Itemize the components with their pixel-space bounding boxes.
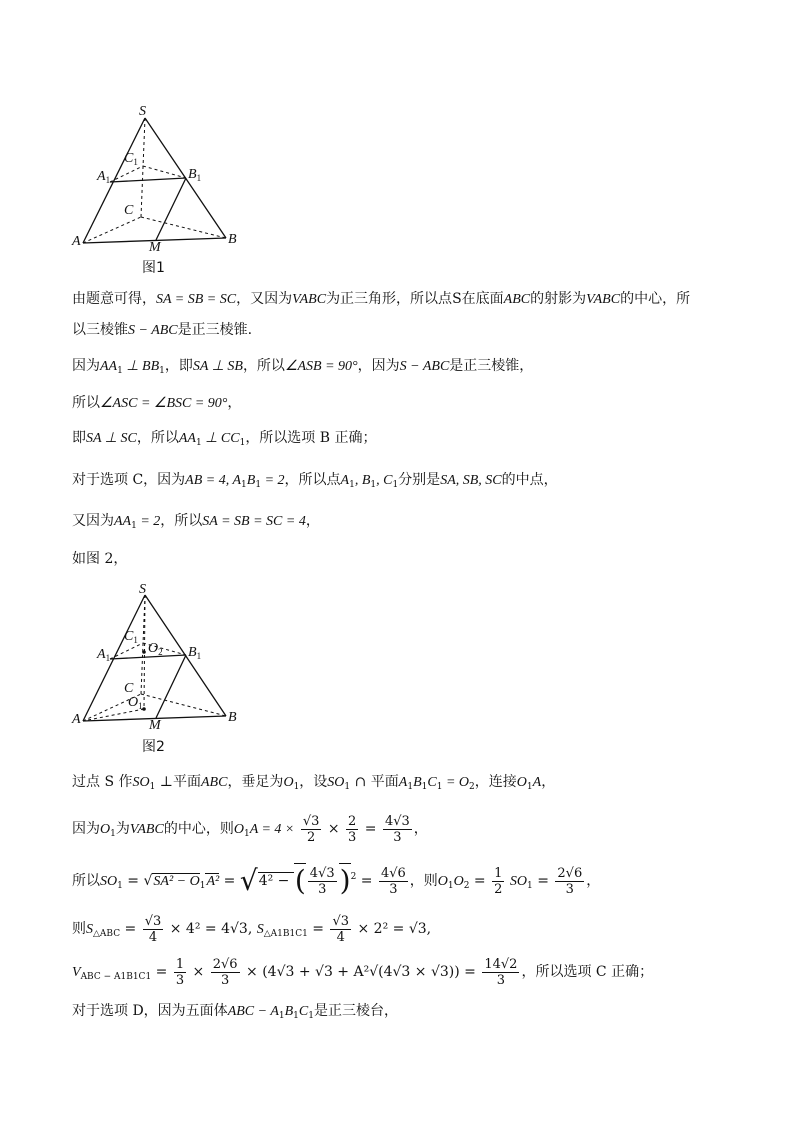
line-12: 则$S_{\triangle ABC}$ = $\frac{√3}{4}$ × 4² = 4√3, $S_{\triangle A1B1C1}$ = $\frac{√3}{4}$ × 2² = √3,	[72, 913, 432, 945]
label-b1: $B_1$	[188, 167, 202, 183]
fraction: $\frac{2√6}{3}$	[212, 956, 238, 988]
fraction: $\frac{4√6}{3}$	[380, 865, 406, 897]
figure-2	[60, 581, 260, 756]
fraction: $\frac{14√2}{3}$	[484, 956, 518, 988]
label-b1: $B_1$	[188, 645, 202, 661]
label-a1: $A_1$	[97, 169, 111, 185]
figure-1-caption: 图1	[142, 260, 165, 276]
line-5: 即SA ⊥ SC，所以$AA_1$ ⊥ $CC_1$，所以选项 B 正确；	[72, 430, 377, 448]
label-m: M	[149, 718, 161, 733]
fraction: $\frac{2√6}{3}$	[557, 865, 583, 897]
figure-2-caption: 图2	[142, 739, 165, 755]
fraction: $\frac{2}{3}$	[348, 813, 357, 845]
fraction: $\frac{4√3}{3}$	[309, 865, 335, 897]
line-3: 因为$AA_1$ ⊥ $BB_1$，即SA ⊥ SB，所以∠ASB = 90°，因为S − ABC是正三棱锥，	[72, 358, 534, 376]
line-1: 由题意可得，SA = SB = SC，又因为VABC为正三角形，所以点S在底面ABC的射影为VABC的中心，所	[72, 291, 691, 307]
line-2: 以三棱锥S − ABC是正三棱锥.	[72, 322, 253, 338]
line-4: 所以∠ASC = ∠BSC = 90°，	[72, 395, 242, 411]
line-7: 又因为$AA_1 = 2$，所以SA = SB = SC = 4，	[72, 513, 320, 531]
line-8: 如图 2，	[72, 551, 128, 567]
line-6: 对于选项 C，因为AB = 4, $A_1B_1 = 2$，所以点$A_1$, $B_1$, $C_1$分别是SA, SB, SC的中点，	[72, 472, 558, 490]
label-o2: $O_2$	[148, 641, 163, 657]
label-a: A	[72, 234, 81, 249]
label-a1: $A_1$	[97, 647, 111, 663]
fraction: $\frac{1}{2}$	[494, 865, 503, 897]
fraction: $\frac{1}{3}$	[175, 956, 185, 988]
label-m: M	[149, 240, 161, 255]
line-10: 因为$O_1$为VABC的中心，则$O_1A = 4$ × $\frac{√3}{2}$ × $\frac{2}{3}$ = $\frac{4√3}{3}$ ，	[72, 813, 428, 845]
label-c1: $C_1$	[124, 151, 138, 167]
label-o1: $O_1$	[128, 695, 143, 711]
line-14: 对于选项 D，因为五面体ABC − $A_1B_1C_1$是正三棱台，	[72, 1003, 398, 1021]
line-11: 所以$SO_1 = √SA^2 - O_1A^2 = √4^2$ − ( $\frac{4√3}{3}$ )$^2$ = $\frac{4√6}{3}$ ，则$O_1O_2$ = $\frac{1}{2}$ $SO_1$ = $\frac{2√6}{3}$ ，	[72, 864, 601, 897]
label-s: S	[139, 582, 146, 597]
fraction: $\frac{√3}{4}$	[332, 913, 350, 945]
fraction: $\frac{4√3}{3}$	[384, 813, 410, 845]
label-b: B	[228, 232, 237, 247]
line-13: $V_{ABC - A1B1C1}$ = $\frac{1}{3}$ × $\frac{2√6}{3}$ × (4√3 + √3 + A²√(4√3 × √3)) = $\frac{14√2}{3}$ ，所以选项 C 正确；	[72, 956, 654, 988]
label-c1: $C_1$	[124, 629, 138, 645]
figure-1	[60, 100, 260, 275]
fraction: $\frac{√3}{2}$	[302, 813, 320, 845]
label-b: B	[228, 710, 237, 725]
label-a: A	[72, 712, 81, 727]
label-c: C	[124, 681, 134, 696]
label-s: S	[139, 104, 146, 119]
line-9: 过点 S 作$SO_1$ ⊥平面ABC，垂足为$O_1$，设$SO_1$ ∩ 平面$A_1B_1C_1 = O_2$，连接$O_1A$，	[72, 774, 556, 792]
label-c: C	[124, 203, 134, 218]
fraction: $\frac{√3}{4}$	[144, 913, 162, 945]
